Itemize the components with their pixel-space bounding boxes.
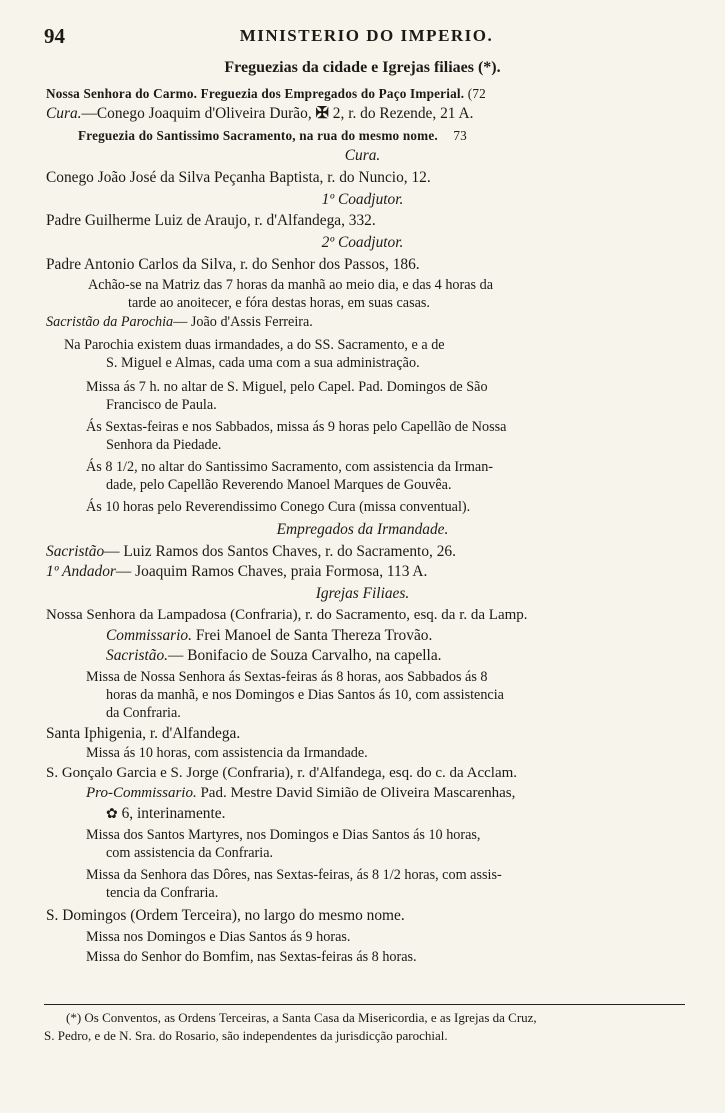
mass-7h-line-2: Francisco de Paula. <box>106 397 217 413</box>
mass-dores-line-1: Missa da Senhora das Dôres, nas Sextas-feiras, ás 8 1/2 horas, com assis- <box>86 867 502 883</box>
mass-lampadosa-line-1: Missa de Nossa Senhora ás Sextas-feiras ás 8 horas, aos Sabbados ás 8 <box>86 669 488 685</box>
running-title: MINISTERIO DO IMPERIO. <box>239 26 494 45</box>
mass-martyres-line-1: Missa dos Santos Martyres, nos Domingos e Dias Santos ás 10 horas, <box>86 827 481 843</box>
irmandades-line-2: S. Miguel e Almas, cada uma com a sua administração. <box>106 355 420 371</box>
subheading-cura: Cura. <box>344 147 381 164</box>
subheading-empregados: Empregados da Irmandade. <box>276 521 449 538</box>
pro-commissario-address: ✿ 6, interinamente. <box>106 805 226 822</box>
footnote-line-1: (*) Os Conventos, as Ordens Terceiras, a Santa Casa da Misericordia, e as Igrejas da Cruz, <box>66 1010 537 1025</box>
cross-icon: ✠ <box>315 105 329 122</box>
subheading-igrejas-filiaes: Igrejas Filiaes. <box>315 585 410 602</box>
footnote-line-2: S. Pedro, e de N. Sra. do Rosario, são independentes da jurisdicção parochial. <box>44 1028 448 1043</box>
mass-8h30-line-2: dade, pelo Capellão Reverendo Manoel Marques de Gouvêa. <box>106 477 452 493</box>
mass-lampadosa-line-2: horas da manhã, e nos Domingos e Dias Santos ás 10, com assistencia <box>106 687 504 703</box>
sacristan-irmandade: Sacristão— Luiz Ramos dos Santos Chaves, r. do Sacramento, 26. <box>46 543 456 560</box>
hours-paragraph-line-2: tarde ao anoitecer, e fóra destas horas, em suas casas. <box>128 295 430 311</box>
mass-8h30-line-1: Ás 8 1/2, no altar do Santissimo Sacramento, com assistencia da Irman- <box>86 459 494 475</box>
cura-sacramento: Conego João José da Silva Peçanha Baptista, r. do Nuncio, 12. <box>46 169 431 186</box>
hours-paragraph-line-1: Achão-se na Matriz das 7 horas da manhã ao meio dia, e das 4 horas da <box>88 277 493 293</box>
cura-carmo: Cura.—Conego Joaquim d'Oliveira Durão, ✠ 2, r. do Rezende, 21 A. <box>46 105 474 122</box>
parish-carmo: Nossa Senhora do Carmo. Freguezia dos Empregados do Paço Imperial. (72 <box>46 86 486 101</box>
commissario-lampadosa: Commissario. Frei Manoel de Santa Thereza Trovão. <box>106 627 433 644</box>
irmandades-line-1: Na Parochia existem duas irmandades, a do SS. Sacramento, e a de <box>64 337 445 353</box>
page-header <box>44 24 689 48</box>
page-number: 94 <box>44 24 65 48</box>
mass-fridays-line-2: Senhora da Piedade. <box>106 437 222 453</box>
coadjutor-1: Padre Guilherme Luiz de Araujo, r. d'Alfandega, 332. <box>46 212 376 229</box>
sacristan-parish: Sacristão da Parochia— João d'Assis Ferreira. <box>46 314 313 330</box>
mass-7h-line-1: Missa ás 7 h. no altar de S. Miguel, pelo Capel. Pad. Domingos de São <box>86 379 488 395</box>
mass-lampadosa-line-3: da Confraria. <box>106 705 181 721</box>
mass-fridays-line-1: Ás Sextas-feiras e nos Sabbados, missa ás 9 horas pelo Capellão de Nossa <box>86 419 507 435</box>
flower-symbol-icon: ✿ <box>106 807 118 822</box>
church-iphigenia: Santa Iphigenia, r. d'Alfandega. <box>46 725 241 742</box>
mass-10h: Ás 10 horas pelo Reverendissimo Conego Cura (missa conventual). <box>86 499 471 515</box>
mass-bomfim: Missa do Senhor do Bomfim, nas Sextas-feiras ás 8 horas. <box>86 949 417 965</box>
mass-dores-line-2: tencia da Confraria. <box>106 885 219 901</box>
mass-iphigenia: Missa ás 10 horas, com assistencia da Irmandade. <box>86 745 368 761</box>
section-title: Freguezias da cidade e Igrejas filiaes (*). <box>224 59 501 76</box>
mass-sao-domingos: Missa nos Domingos e Dias Santos ás 9 horas. <box>86 929 351 945</box>
parish-sacramento: Freguezia do Santissimo Sacramento, na rua do mesmo nome. 73 <box>78 128 467 143</box>
church-goncalo-jorge: S. Gonçalo Garcia e S. Jorge (Confraria), r. d'Alfandega, esq. do c. da Acclam. <box>46 765 518 781</box>
footnote-rule <box>44 1004 685 1005</box>
sacristan-lampadosa: Sacristão.— Bonifacio de Souza Carvalho, na capella. <box>106 647 442 664</box>
coadjutor-2: Padre Antonio Carlos da Silva, r. do Senhor dos Passos, 186. <box>46 256 420 273</box>
andador: 1º Andador— Joaquim Ramos Chaves, praia Formosa, 113 A. <box>46 563 428 580</box>
mass-martyres-line-2: com assistencia da Confraria. <box>106 845 274 861</box>
subheading-coadjutor-2: 2º Coadjutor. <box>321 234 404 251</box>
church-sao-domingos: S. Domingos (Ordem Terceira), no largo do mesmo nome. <box>46 907 405 924</box>
subheading-coadjutor-1: 1º Coadjutor. <box>321 191 404 208</box>
pro-commissario: Pro-Commissario. Pad. Mestre David Simião de Oliveira Mascarenhas, <box>86 785 516 801</box>
church-lampadosa: Nossa Senhora da Lampadosa (Confraria), r. do Sacramento, esq. da r. da Lamp. <box>46 607 528 623</box>
